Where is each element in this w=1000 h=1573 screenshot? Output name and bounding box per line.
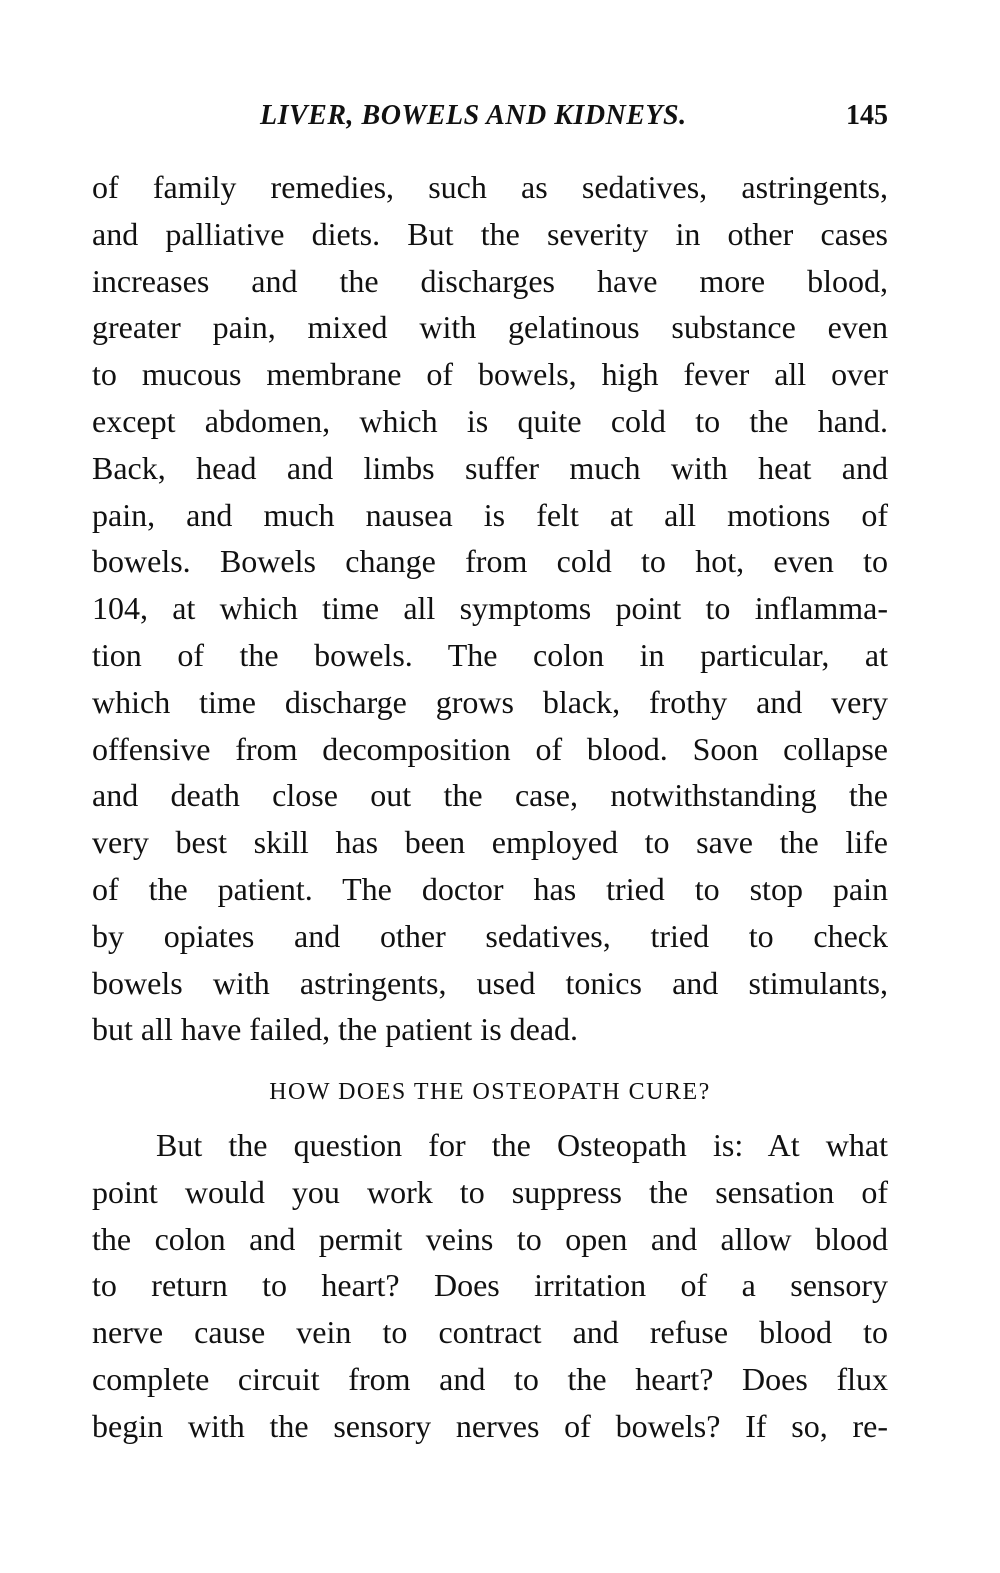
text-line: 104, at which time all symptoms point to inflamma- xyxy=(92,590,888,627)
running-title: LIVER, BOWELS AND KIDNEYS. xyxy=(260,100,687,131)
text-line: tion of the bowels. The colon in particular, at xyxy=(92,636,888,673)
text-line: except abdomen, which is quite cold to the hand. xyxy=(92,402,888,439)
text-line: offensive from decomposition of blood. Soon collapse xyxy=(92,730,888,767)
text-line: But the question for the Osteopath is: At what xyxy=(156,1127,888,1163)
paragraph-1 xyxy=(92,164,888,1053)
text-line: but all have failed, the patient is dead. xyxy=(92,1011,579,1048)
text-line: bowels with astringents, used tonics and stimulants, xyxy=(92,964,888,1001)
text-line: and death close out the case, notwithstanding the xyxy=(92,777,888,814)
running-header xyxy=(92,100,888,140)
text-line: and palliative diets. But the severity in other cases xyxy=(92,215,888,252)
text-line: which time discharge grows black, frothy and very xyxy=(92,683,888,720)
text-line: increases and the discharges have more blood, xyxy=(92,262,888,299)
text-line: bowels. Bowels change from cold to hot, even to xyxy=(92,543,888,580)
text-line: greater pain, mixed with gelatinous substance even xyxy=(92,309,888,346)
text-line: to mucous membrane of bowels, high fever all over xyxy=(92,356,888,393)
paragraph-2 xyxy=(92,1122,888,1450)
section-heading: HOW DOES THE OSTEOPATH CURE? xyxy=(269,1079,711,1105)
text-line: nerve cause vein to contract and refuse blood to xyxy=(92,1314,888,1351)
text-line: to return to heart? Does irritation of a sensory xyxy=(92,1267,888,1304)
text-line: begin with the sensory nerves of bowels? If so, re- xyxy=(92,1407,888,1444)
text-line: the colon and permit veins to open and allow blood xyxy=(92,1220,888,1257)
text-line: of the patient. The doctor has tried to stop pain xyxy=(92,870,888,907)
text-line: pain, and much nausea is felt at all motions of xyxy=(92,496,888,533)
text-line: by opiates and other sedatives, tried to check xyxy=(92,917,888,954)
page-number: 145 xyxy=(846,100,888,131)
text-line: very best skill has been employed to save the life xyxy=(92,824,888,861)
text-line: of family remedies, such as sedatives, astringents, xyxy=(92,169,888,205)
text-line: complete circuit from and to the heart? Does flux xyxy=(92,1360,888,1397)
text-line: Back, head and limbs suffer much with heat and xyxy=(92,449,888,486)
text-line: point would you work to suppress the sensation of xyxy=(92,1173,888,1210)
